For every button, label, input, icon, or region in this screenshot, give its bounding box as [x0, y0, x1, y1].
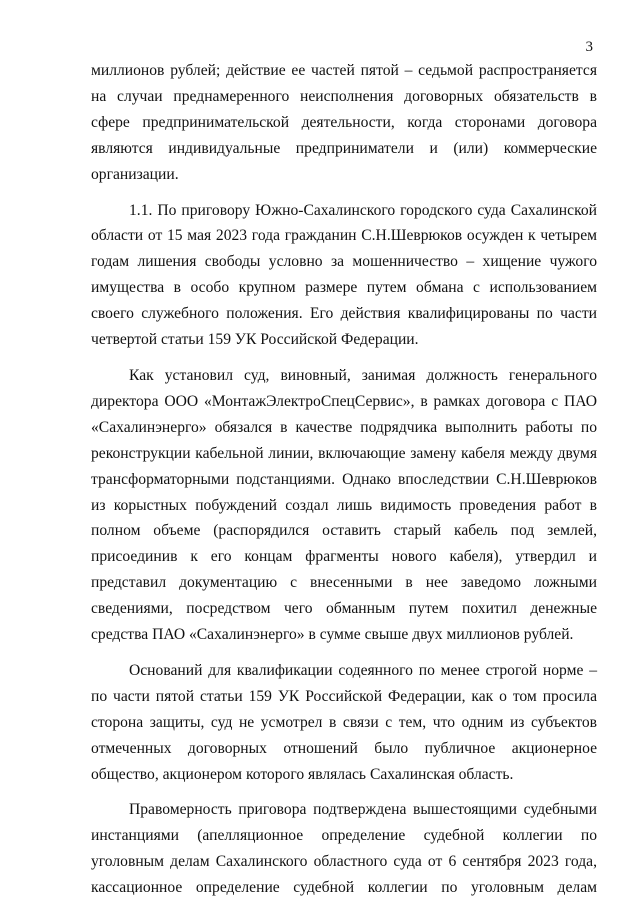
text-line: средства ПАО «Сахалинэнерго» в сумме свыше двух миллионов рублей. — [91, 626, 574, 644]
text-line: кассационное определение судебной коллегии по уголовным делам — [91, 879, 597, 897]
paragraph — [91, 58, 597, 188]
text-line: представил документацию с внесенными в нее заведомо ложными — [91, 574, 597, 592]
text-line: миллионов рублей; действие ее частей пятой – седьмой распространяется — [91, 62, 597, 79]
paragraph — [91, 658, 597, 788]
text-line: отмеченных договорных отношений было публичное акционерное — [91, 739, 597, 757]
text-line: реконструкции кабельной линии, включающие замену кабеля между двумя — [91, 444, 597, 462]
text-line: 1.1. По приговору Южно-Сахалинского городского суда Сахалинской — [129, 201, 597, 219]
page-number: 3 — [585, 39, 593, 55]
text-line: сфере предпринимательской деятельности, когда сторонами договора — [91, 113, 597, 131]
text-line: сведениями, посредством чего обманным путем похитил денежные — [91, 600, 597, 618]
text-line: трансформаторными подстанциями. Однако впоследствии С.Н.Шеврюков — [91, 470, 597, 488]
text-line: уголовным делам Сахалинского областного суда от 6 сентября 2023 года, — [91, 853, 597, 871]
text-line: четвертой статьи 159 УК Российской Федерации. — [91, 331, 419, 349]
text-line: Как установил суд, виновный, занимая должность генерального — [129, 366, 597, 384]
document-body — [91, 58, 597, 901]
text-line: имущества в особо крупном размере путем обмана с использованием — [91, 279, 597, 297]
text-line: директора ООО «МонтажЭлектроСпецСервис», в рамках договора с ПАО — [91, 392, 597, 410]
text-line: сторона защиты, суд не усмотрел в связи с тем, что одним из субъектов — [91, 713, 597, 731]
paragraph — [91, 198, 597, 353]
text-line: по части пятой статьи 159 УК Российской Федерации, как о том просила — [91, 687, 597, 705]
text-line: на случаи преднамеренного неисполнения договорных обязательств в — [91, 87, 597, 105]
text-line: «Сахалинэнерго» обязался в качестве подрядчика выполнить работы по — [91, 418, 597, 436]
text-line: Оснований для квалификации содеянного по менее строгой норме – — [129, 661, 597, 679]
text-line: Правомерность приговора подтверждена вышестоящими судебными — [129, 801, 597, 819]
text-line: инстанциями (апелляционное определение судебной коллегии по — [91, 827, 597, 845]
text-line: присоединив к его концам фрагменты нового кабеля), утвердил и — [91, 548, 597, 566]
text-line: полном объеме (распорядился оставить старый кабель под землей, — [91, 522, 597, 540]
text-line: общество, акционером которого являлась Сахалинская область. — [91, 765, 514, 783]
text-line: организации. — [91, 165, 179, 183]
text-line: являются индивидуальные предприниматели и (или) коммерческие — [91, 139, 597, 157]
text-line: своего служебного положения. Его действия квалифицированы по части — [91, 305, 597, 323]
text-line: годам лишения свободы условно за мошенничество – хищение чужого — [91, 253, 597, 271]
text-line: из корыстных побуждений создал лишь видимость проведения работ в — [91, 496, 597, 514]
paragraph — [91, 363, 597, 648]
text-line: области от 15 мая 2023 года гражданин С.Н.Шеврюков осужден к четырем — [91, 227, 597, 245]
paragraph — [91, 797, 597, 901]
